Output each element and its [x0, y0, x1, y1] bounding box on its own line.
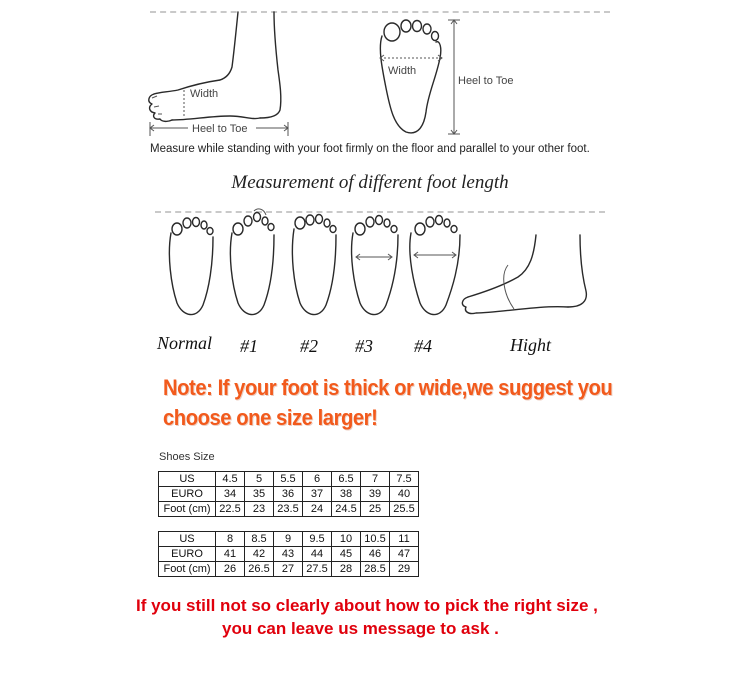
table-row	[159, 532, 419, 547]
table-cell: 34	[216, 487, 245, 502]
table-cell: 10	[332, 532, 361, 547]
table-cell: 45	[332, 547, 361, 562]
bottom-message-line-1: If you still not so clearly about how to pick the right size ,	[136, 596, 598, 615]
table-cell: 39	[361, 487, 390, 502]
table-cell: 41	[216, 547, 245, 562]
table-cell: 47	[390, 547, 419, 562]
foot-type1-icon	[230, 209, 274, 315]
table-cell: 23	[245, 502, 274, 517]
table-row	[159, 562, 419, 577]
table-cell: 5	[245, 472, 274, 487]
table-cell: 24	[303, 502, 332, 517]
side-length-label: Heel to Toe	[192, 123, 248, 135]
shoes-size-caption: Shoes Size	[159, 451, 215, 463]
table-cell: 22.5	[216, 502, 245, 517]
table-row	[159, 547, 419, 562]
note-line-2: choose one size larger!	[163, 405, 378, 430]
table-cell: 27	[274, 562, 303, 577]
measurement-title: Measurement of different foot length	[231, 172, 509, 193]
foot-type4-icon	[410, 216, 460, 315]
row-label: US	[159, 532, 216, 547]
foot-high-instep-icon	[462, 235, 586, 314]
table-cell: 35	[245, 487, 274, 502]
foot-types-illustration	[158, 205, 608, 325]
table-cell: 44	[303, 547, 332, 562]
table-cell: 7	[361, 472, 390, 487]
note-line-1: Note: If your foot is thick or wide,we suggest you	[163, 375, 613, 400]
table-cell: 4.5	[216, 472, 245, 487]
table-cell: 36	[274, 487, 303, 502]
table-cell: 9.5	[303, 532, 332, 547]
table-cell: 29	[390, 562, 419, 577]
row-label: US	[159, 472, 216, 487]
table-cell: 40	[390, 487, 419, 502]
table-cell: 8.5	[245, 532, 274, 547]
row-label: Foot (cm)	[159, 562, 216, 577]
table-row	[159, 487, 419, 502]
size-table-large	[158, 531, 419, 577]
table-cell: 26.5	[245, 562, 274, 577]
table-row	[159, 502, 419, 517]
table-cell: 27.5	[303, 562, 332, 577]
table-cell: 24.5	[332, 502, 361, 517]
foot-type3-icon	[352, 216, 398, 315]
foot-label-high: Hight	[510, 335, 552, 355]
table-cell: 25.5	[390, 502, 419, 517]
table-cell: 28.5	[361, 562, 390, 577]
table-cell: 10.5	[361, 532, 390, 547]
table-cell: 42	[245, 547, 274, 562]
foot-normal-icon	[169, 218, 213, 315]
table-cell: 11	[390, 532, 419, 547]
table-cell: 9	[274, 532, 303, 547]
row-label: EURO	[159, 547, 216, 562]
foot-label-1: #1	[240, 336, 258, 356]
bottom-message-line-2: you can leave us message to ask .	[222, 619, 499, 638]
foot-type2-icon	[292, 215, 336, 315]
foot-label-normal: Normal	[157, 333, 213, 353]
foot-label-2: #2	[300, 336, 318, 356]
table-cell: 43	[274, 547, 303, 562]
table-cell: 46	[361, 547, 390, 562]
table-cell: 38	[332, 487, 361, 502]
side-foot-illustration	[140, 12, 300, 142]
foot-label-3: #3	[355, 336, 373, 356]
table-cell: 23.5	[274, 502, 303, 517]
foot-label-4: #4	[414, 336, 432, 356]
top-length-label: Heel to Toe	[458, 75, 514, 87]
size-table-small	[158, 471, 419, 517]
table-cell: 28	[332, 562, 361, 577]
row-label: Foot (cm)	[159, 502, 216, 517]
table-cell: 26	[216, 562, 245, 577]
table-cell: 6	[303, 472, 332, 487]
table-cell: 5.5	[274, 472, 303, 487]
table-row	[159, 472, 419, 487]
top-width-label: Width	[388, 65, 417, 77]
table-cell: 8	[216, 532, 245, 547]
table-cell: 6.5	[332, 472, 361, 487]
row-label: EURO	[159, 487, 216, 502]
table-cell: 7.5	[390, 472, 419, 487]
table-cell: 25	[361, 502, 390, 517]
table-cell: 37	[303, 487, 332, 502]
top-foot-illustration	[370, 18, 530, 148]
measure-instruction: Measure while standing with your foot firmly on the floor and parallel to your other foot.	[150, 143, 590, 155]
side-width-label: Width	[190, 88, 219, 100]
